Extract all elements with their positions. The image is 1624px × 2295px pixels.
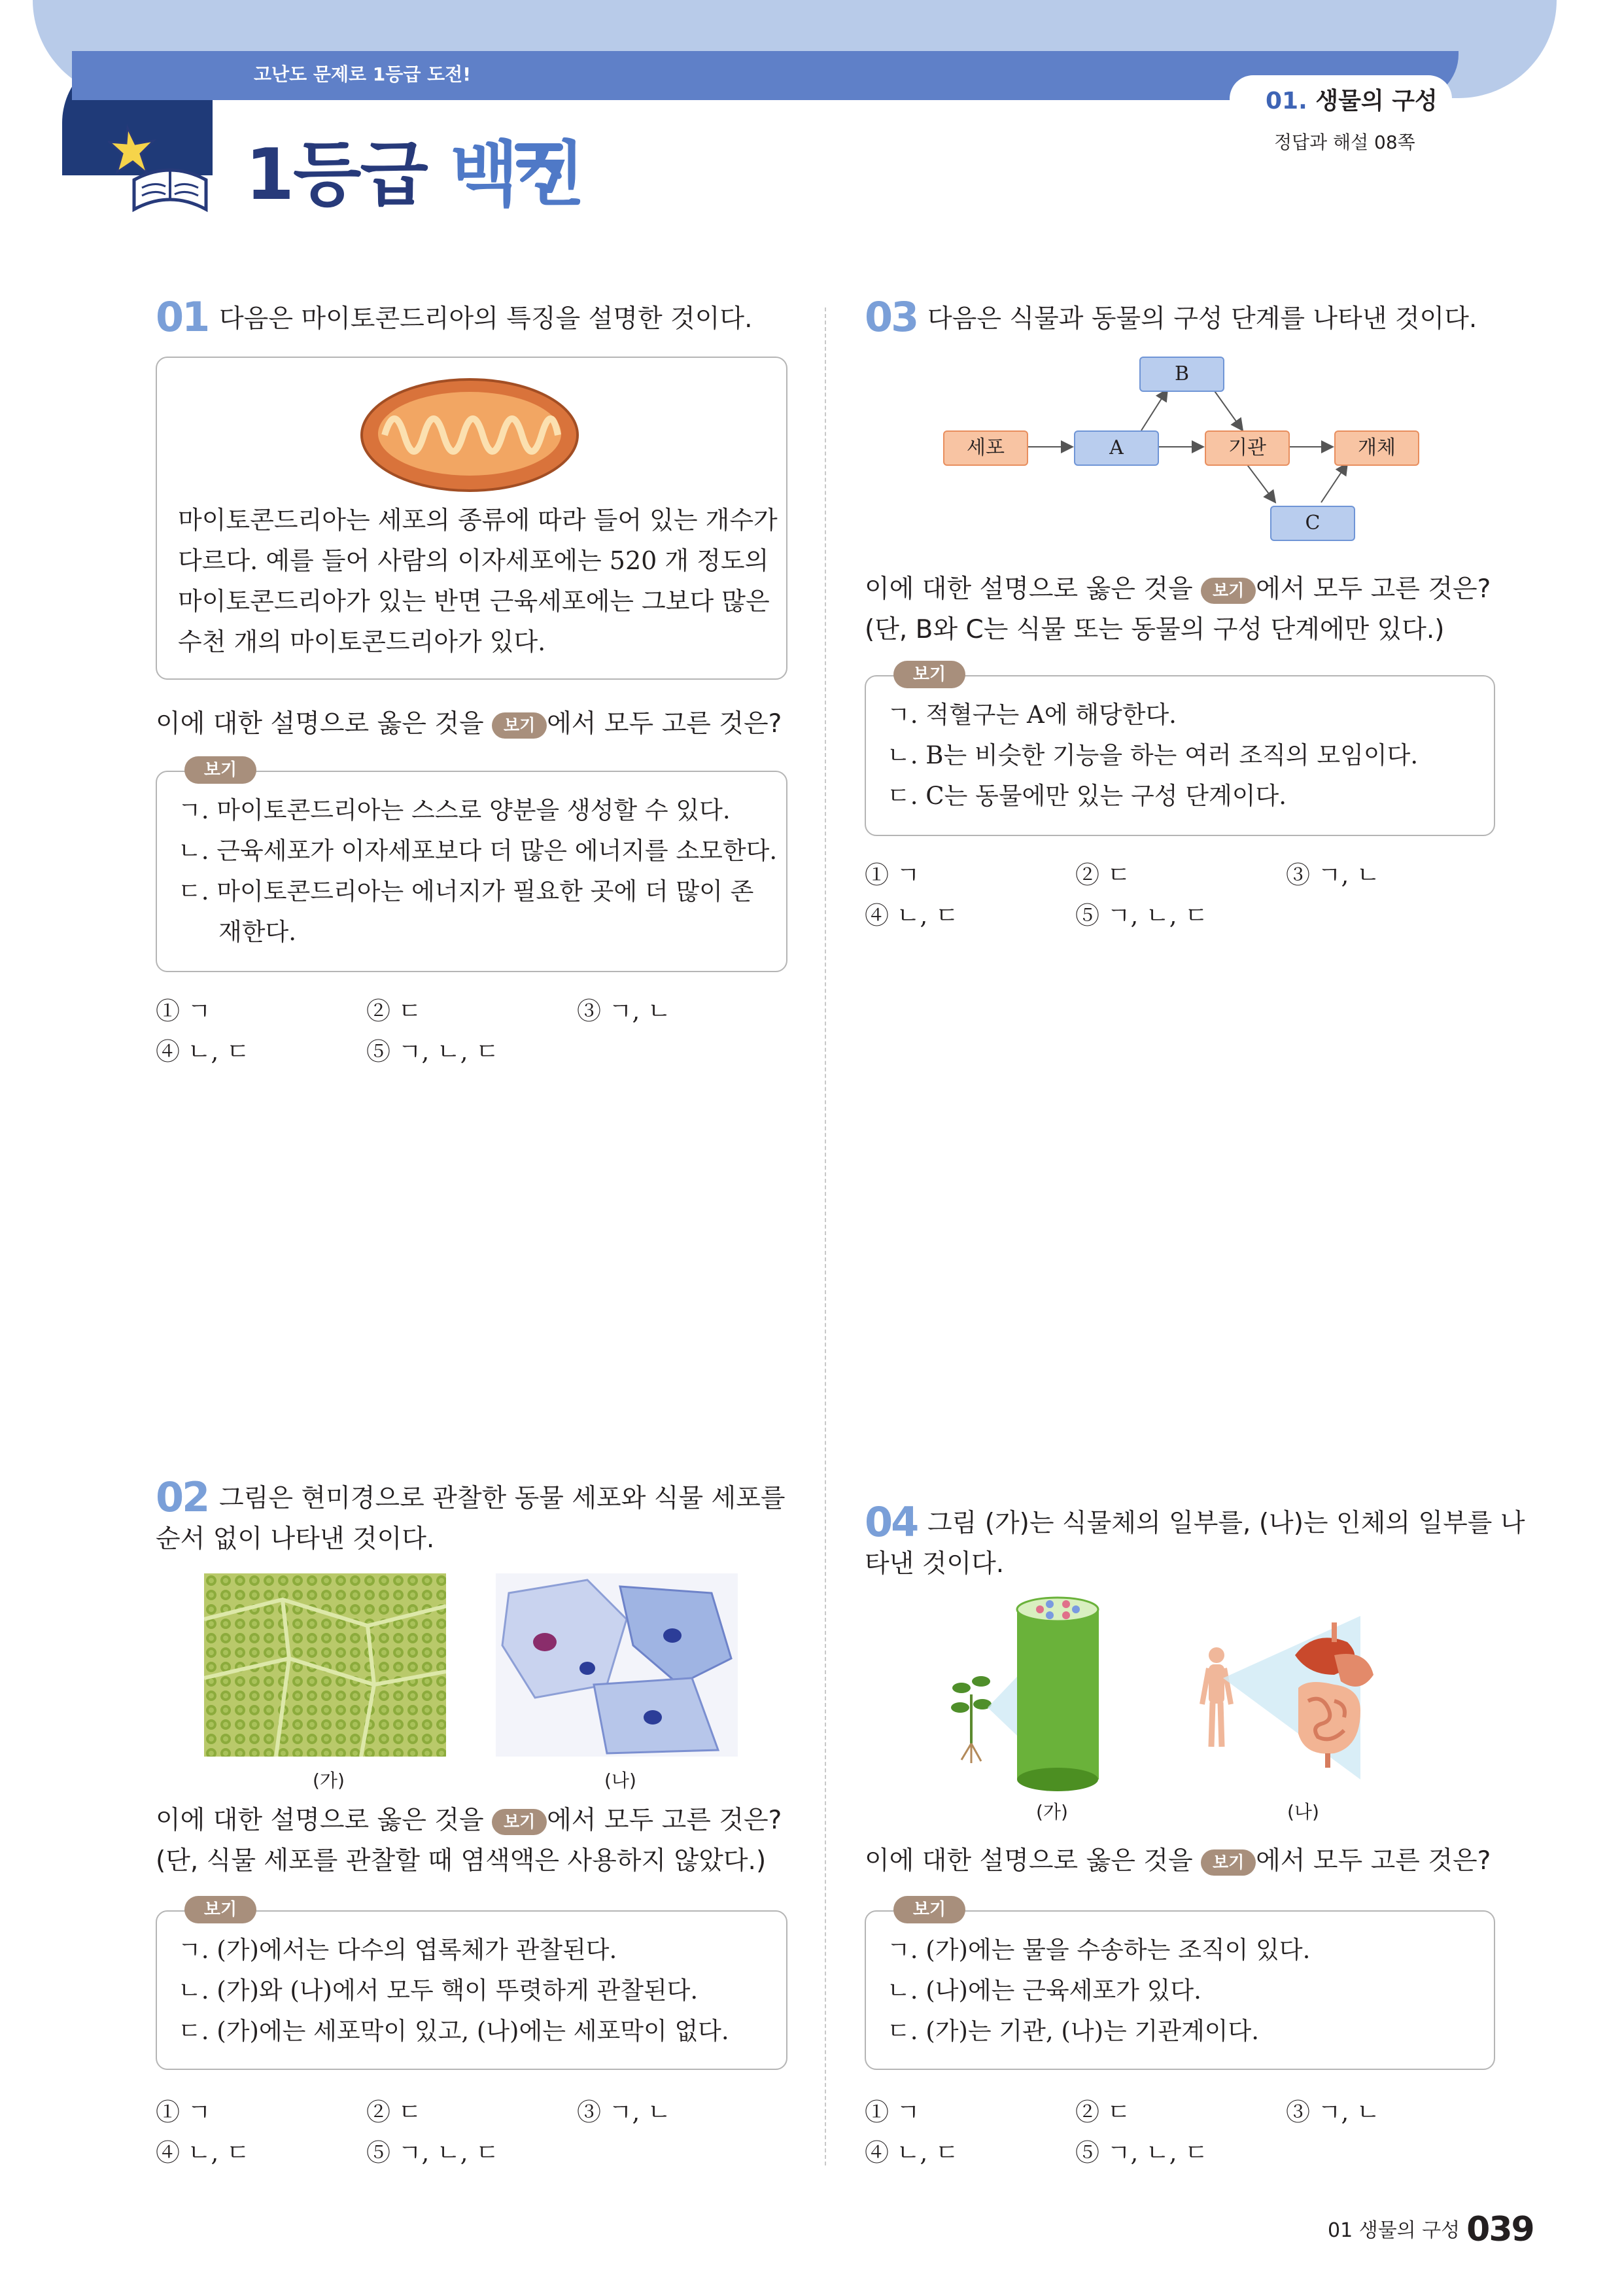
q2-item: ㄱ. (가)에서는 다수의 엽록체가 관찰된다.: [178, 1936, 617, 1964]
q1-passage-line: 수천 개의 마이토콘드리아가 있다.: [178, 627, 546, 656]
q4-item: ㄷ. (가)는 기관, (나)는 기관계이다.: [887, 2017, 1259, 2045]
q4-item: ㄱ. (가)에는 물을 수송하는 조직이 있다.: [887, 1936, 1311, 1964]
q3-stem: 다음은 식물과 동물의 구성 단계를 나타낸 것이다.: [927, 304, 1477, 334]
q2-ask-note: (단, 식물 세포를 관찰할 때 염색액은 사용하지 않았다.): [156, 1846, 767, 1876]
bogi-tag: 보기: [184, 756, 256, 784]
diagram-node-a: A: [1074, 430, 1159, 466]
q2-number: 02: [156, 1473, 209, 1521]
q4-ask: 이에 대한 설명으로 옳은 것을 보기 에서 모두 고른 것은?: [865, 1846, 1491, 1876]
q3-option-3[interactable]: ③ ㄱ, ㄴ: [1286, 861, 1380, 889]
bogi-tag: 보기: [893, 661, 965, 688]
q3-option-2[interactable]: ② ㄷ: [1075, 861, 1131, 889]
q1-option-3[interactable]: ③ ㄱ, ㄴ: [577, 997, 671, 1025]
q4-stem-line: 타낸 것이다.: [865, 1549, 1005, 1579]
title-part-1: 1등급: [245, 134, 427, 216]
q4-caption-ga: (가): [1036, 1801, 1068, 1823]
q1-option-1[interactable]: ① ㄱ: [156, 997, 211, 1025]
q1-passage-line: 다르다. 예를 들어 사람의 이자세포에는 520 개 정도의: [178, 546, 769, 575]
footer-section: 01 생물의 구성: [1328, 2219, 1460, 2242]
animal-cell-micrograph: [496, 1573, 738, 1757]
mitochondrion-illustration: [358, 376, 581, 494]
q2-item: ㄷ. (가)에는 세포막이 있고, (나)에는 세포막이 없다.: [178, 2017, 729, 2045]
q1-item: ㄷ. 마이토콘드리아는 에너지가 필요한 곳에 더 많이 존: [178, 877, 754, 905]
diagram-node-organism: 개체: [1334, 430, 1419, 466]
q1-option-4[interactable]: ④ ㄴ, ㄷ: [156, 1038, 250, 1066]
q1-number: 01: [156, 293, 209, 341]
q2-caption-ga: (가): [313, 1770, 345, 1791]
vaccine-syringe-icon: [513, 134, 566, 193]
digestive-system-icon: [1295, 1622, 1373, 1768]
q2-ask: 이에 대한 설명으로 옳은 것을 보기 에서 모두 고른 것은?: [156, 1806, 782, 1835]
q4-option-4[interactable]: ④ ㄴ, ㄷ: [865, 2139, 959, 2167]
q1-passage-line: 마이토콘드리아는 세포의 종류에 따라 들어 있는 개수가: [178, 506, 778, 534]
q3-option-5[interactable]: ⑤ ㄱ, ㄴ, ㄷ: [1075, 902, 1209, 930]
header-subtitle: 고난도 문제로 1등급 도전!: [254, 63, 471, 85]
title-part-2: 백신: [450, 134, 585, 216]
q1-option-5[interactable]: ⑤ ㄱ, ㄴ, ㄷ: [366, 1038, 500, 1066]
column-divider: [825, 307, 826, 2165]
q4-caption-na: (나): [1287, 1801, 1319, 1823]
answer-reference: 정답과 해설 08쪽: [1274, 131, 1415, 153]
q2-stem-line: 그림은 현미경으로 관찰한 동물 세포와 식물 세포를: [219, 1484, 786, 1513]
q3-number: 03: [865, 293, 918, 341]
chapter-label: 01. 생물의 구성: [1266, 88, 1438, 114]
q1-ask: 이에 대한 설명으로 옳은 것을 보기 에서 모두 고른 것은?: [156, 709, 782, 739]
book-icon: [108, 114, 232, 213]
bogi-tag: 보기: [184, 1896, 256, 1923]
plant-icon: [951, 1676, 992, 1763]
q3-option-4[interactable]: ④ ㄴ, ㄷ: [865, 902, 959, 930]
q3-ask-note: (단, B와 C는 식물 또는 동물의 구성 단계에만 있다.): [865, 615, 1445, 644]
plant-and-human-illustration: [942, 1596, 1413, 1793]
bogi-tag: 보기: [893, 1896, 965, 1923]
q3-item: ㄴ. B는 비슷한 기능을 하는 여러 조직의 모임이다.: [887, 741, 1419, 769]
q2-option-4[interactable]: ④ ㄴ, ㄷ: [156, 2139, 250, 2167]
bogi-label: 보기: [492, 1809, 547, 1835]
q4-number: 04: [865, 1498, 918, 1546]
q3-item: ㄱ. 적혈구는 A에 해당한다.: [887, 701, 1177, 729]
q2-option-5[interactable]: ⑤ ㄱ, ㄴ, ㄷ: [366, 2139, 500, 2167]
q2-caption-na: (나): [604, 1770, 636, 1791]
q1-passage-line: 마이토콘드리아가 있는 반면 근육세포에는 그보다 많은: [178, 587, 770, 616]
q4-option-5[interactable]: ⑤ ㄱ, ㄴ, ㄷ: [1075, 2139, 1209, 2167]
q1-item: ㄴ. 근육세포가 이자세포보다 더 많은 에너지를 소모한다.: [178, 837, 778, 865]
q3-item: ㄷ. C는 동물에만 있는 구성 단계이다.: [887, 782, 1287, 810]
stem-cylinder-icon: [1017, 1598, 1099, 1791]
q1-option-2[interactable]: ② ㄷ: [366, 997, 422, 1025]
diagram-node-organ: 기관: [1205, 430, 1290, 466]
q4-option-2[interactable]: ② ㄷ: [1075, 2098, 1131, 2126]
diagram-node-cell: 세포: [943, 430, 1028, 466]
q1-item: ㄱ. 마이토콘드리아는 스스로 양분을 생성할 수 있다.: [178, 796, 731, 824]
q2-stem-line: 순서 없이 나타낸 것이다.: [156, 1524, 435, 1554]
page-number: 039: [1466, 2210, 1534, 2249]
diagram-node-b: B: [1139, 357, 1224, 392]
q4-stem-line: 그림 (가)는 식물체의 일부를, (나)는 인체의 일부를 나: [927, 1509, 1525, 1538]
page-footer: [1328, 2210, 1534, 2249]
plant-cell-micrograph: [204, 1573, 446, 1757]
diagram-node-c: C: [1270, 506, 1355, 541]
q4-option-3[interactable]: ③ ㄱ, ㄴ: [1286, 2098, 1380, 2126]
q2-item: ㄴ. (가)와 (나)에서 모두 핵이 뚜렷하게 관찰된다.: [178, 1976, 699, 2005]
bogi-label: 보기: [492, 712, 547, 739]
bogi-label: 보기: [1201, 1849, 1256, 1876]
q4-item: ㄴ. (나)에는 근육세포가 있다.: [887, 1976, 1201, 2005]
q2-option-2[interactable]: ② ㄷ: [366, 2098, 422, 2126]
q1-stem: 다음은 마이토콘드리아의 특징을 설명한 것이다.: [219, 304, 753, 334]
bogi-label: 보기: [1201, 578, 1256, 604]
q2-option-3[interactable]: ③ ㄱ, ㄴ: [577, 2098, 671, 2126]
q4-option-1[interactable]: ① ㄱ: [865, 2098, 920, 2126]
q3-option-1[interactable]: ① ㄱ: [865, 861, 920, 889]
q3-ask: 이에 대한 설명으로 옳은 것을 보기 에서 모두 고른 것은?: [865, 574, 1491, 604]
human-body-icon: [1202, 1647, 1231, 1747]
q1-item: 재한다.: [218, 918, 296, 946]
q2-option-1[interactable]: ① ㄱ: [156, 2098, 211, 2126]
